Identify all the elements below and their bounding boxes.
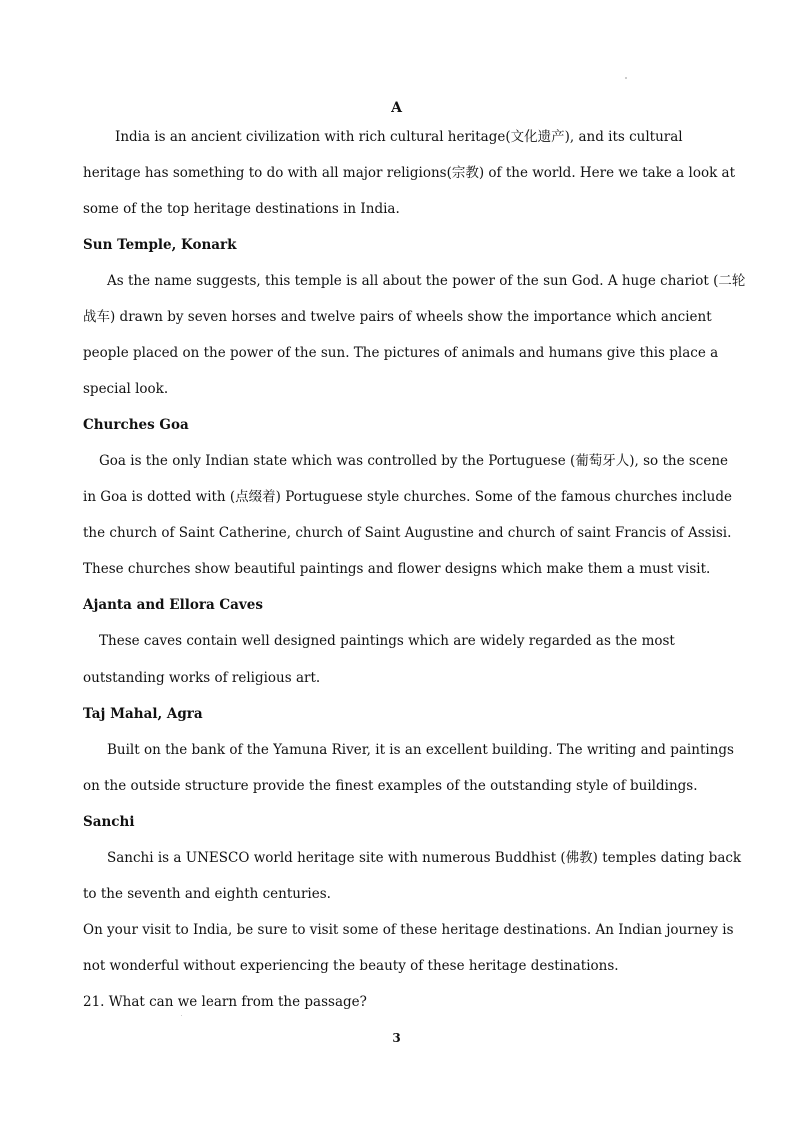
question-text: 21. What can we learn from the passage? bbox=[83, 994, 367, 1010]
section-heading-churches-goa: Churches Goa bbox=[83, 417, 189, 433]
closing-line: On your visit to India, be sure to visit some of these heritage destinations. An Indian journey is bbox=[83, 922, 734, 938]
section-line: outstanding works of religious art. bbox=[83, 670, 321, 686]
section-line: These churches show beautiful paintings and flower designs which make them a must visit. bbox=[83, 561, 711, 577]
section-line: 战车) drawn by seven horses and twelve pairs of wheels show the importance which ancient bbox=[83, 309, 712, 325]
intro-line: some of the top heritage destinations in India. bbox=[83, 201, 400, 217]
scan-dot bbox=[181, 1015, 182, 1016]
passage-title: A bbox=[391, 100, 402, 116]
section-heading-sanchi: Sanchi bbox=[83, 814, 135, 830]
section-line: Sanchi is a UNESCO world heritage site with numerous Buddhist (佛教) temples dating back bbox=[107, 850, 742, 866]
section-line: Built on the bank of the Yamuna River, it is an excellent building. The writing and paintings bbox=[107, 742, 734, 758]
intro-line: heritage has something to do with all major religions(宗教) of the world. Here we take a look at bbox=[83, 165, 736, 181]
scan-dot bbox=[625, 77, 627, 79]
intro-line: India is an ancient civilization with rich cultural heritage(文化遗产), and its cultural bbox=[115, 129, 683, 145]
section-line: Goa is the only Indian state which was controlled by the Portuguese (葡萄牙人), so the scene bbox=[99, 453, 729, 469]
section-line: on the outside structure provide the finest examples of the outstanding style of buildings. bbox=[83, 778, 698, 794]
section-heading-ajanta-ellora: Ajanta and Ellora Caves bbox=[83, 597, 263, 613]
section-heading-sun-temple: Sun Temple, Konark bbox=[83, 237, 237, 253]
closing-line: not wonderful without experiencing the beauty of these heritage destinations. bbox=[83, 958, 619, 974]
section-line: These caves contain well designed paintings which are widely regarded as the most bbox=[99, 633, 675, 649]
section-line: people placed on the power of the sun. The pictures of animals and humans give this place a bbox=[83, 345, 719, 361]
section-line: As the name suggests, this temple is all about the power of the sun God. A huge chariot (二轮 bbox=[107, 273, 746, 289]
section-line: in Goa is dotted with (点缀着) Portuguese style churches. Some of the famous churches include bbox=[83, 489, 732, 505]
section-line: the church of Saint Catherine, church of Saint Augustine and church of saint Francis of Assisi. bbox=[83, 525, 732, 541]
page-number: 3 bbox=[392, 1031, 401, 1045]
section-line: special look. bbox=[83, 381, 169, 397]
section-heading-taj-mahal: Taj Mahal, Agra bbox=[83, 706, 203, 722]
section-line: to the seventh and eighth centuries. bbox=[83, 886, 331, 902]
